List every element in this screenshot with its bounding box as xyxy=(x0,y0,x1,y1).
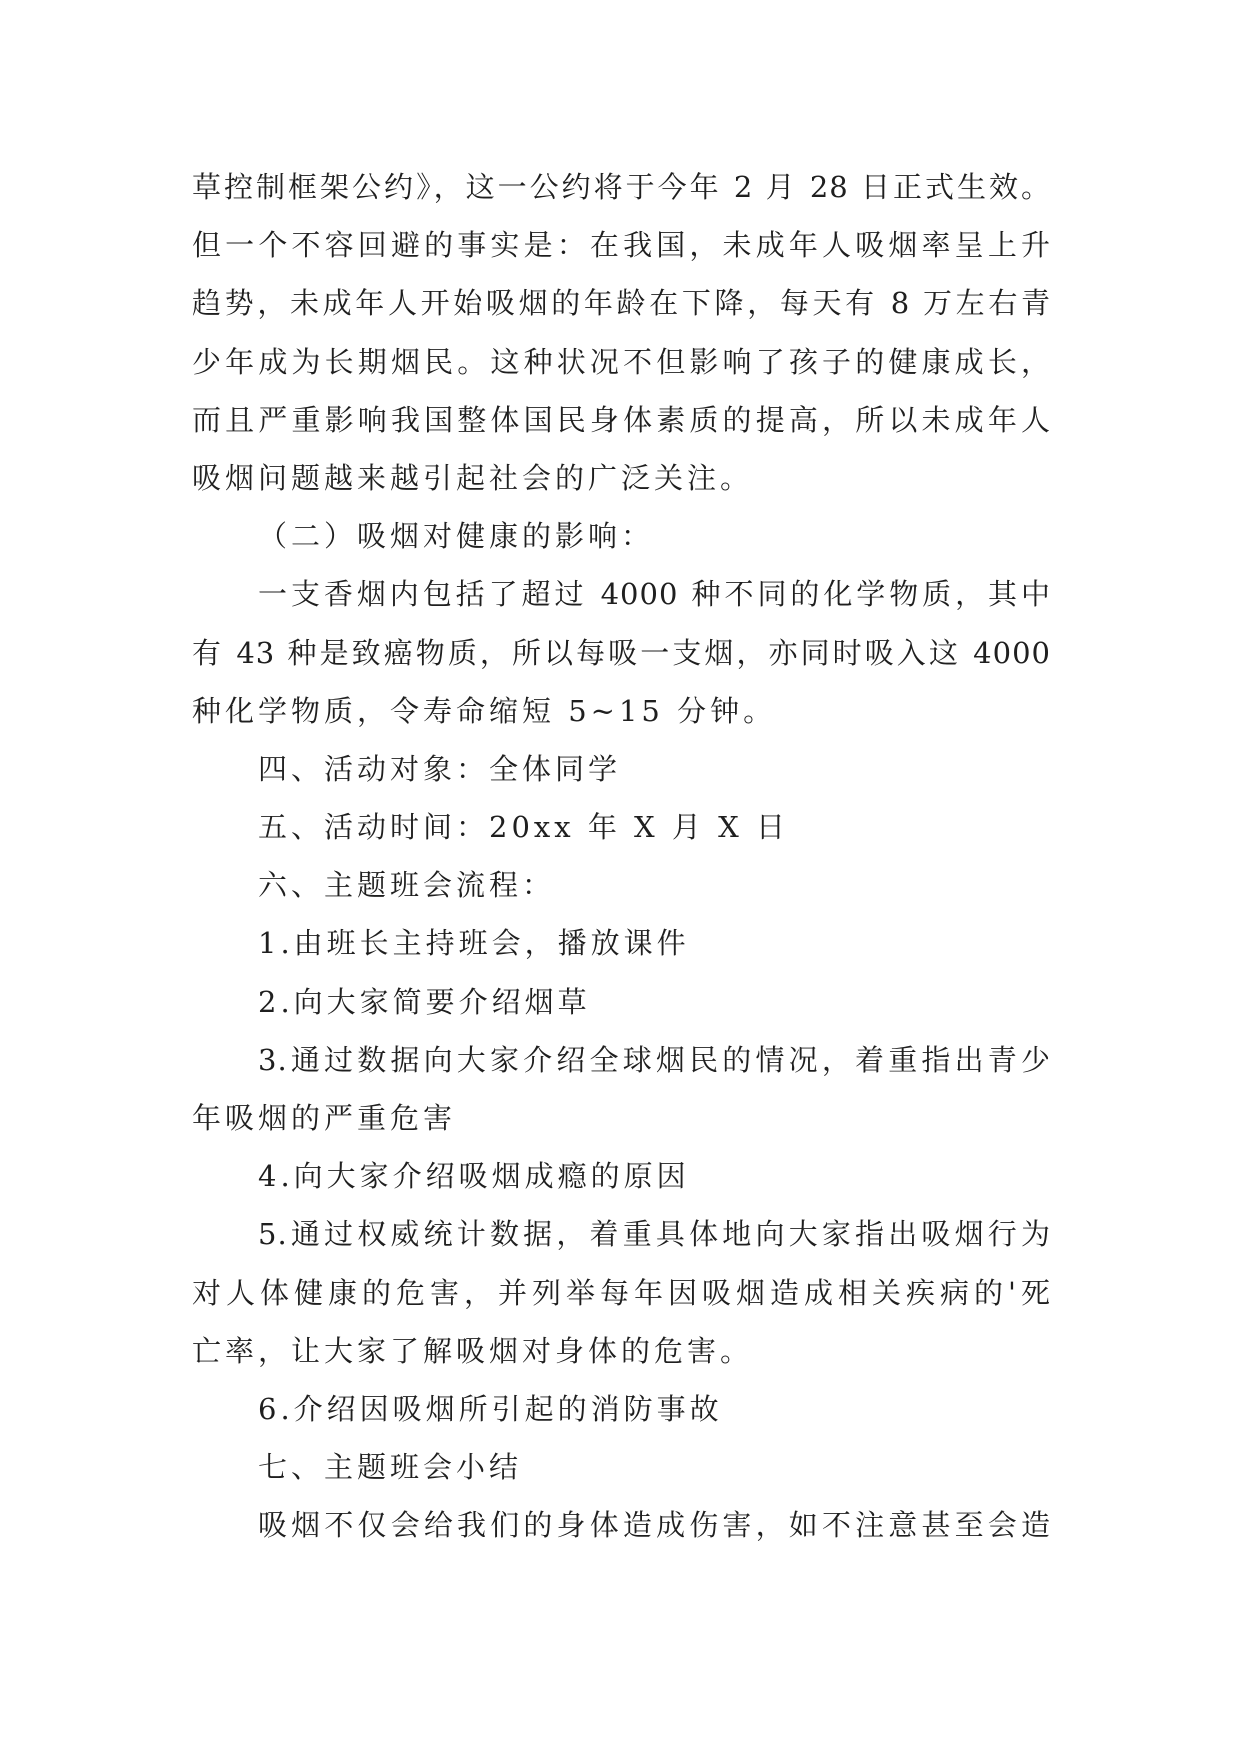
section-heading xyxy=(192,856,1051,914)
text-line: 吸烟不仅会给我们的身体造成伤害，如不注意甚至会造 xyxy=(258,1508,1051,1543)
text-line: 年吸烟的严重危害 xyxy=(192,1101,457,1135)
text-line: 而且严重影响我国整体国民身体素质的提高，所以未成年人 xyxy=(192,402,1051,437)
text-line: 有 43 种是致癌物质，所以每吸一支烟，亦同时吸入这 4000 xyxy=(192,635,1051,670)
list-item xyxy=(192,914,1051,972)
text-line: 对人体健康的危害，并列举每年因吸烟造成相关疾病的'死 xyxy=(192,1275,1051,1310)
heading-line: 六、主题班会流程： xyxy=(258,868,556,903)
text-line: 4.向大家介绍吸烟成瘾的原因 xyxy=(258,1159,690,1194)
section-heading xyxy=(192,1438,1051,1496)
list-item xyxy=(192,973,1051,1031)
text-line: 5.通过权威统计数据，着重具体地向大家指出吸烟行为 xyxy=(258,1217,1051,1252)
paragraph xyxy=(192,158,1051,507)
list-item xyxy=(192,1031,1051,1147)
paragraph xyxy=(192,565,1051,740)
list-item xyxy=(192,1380,1051,1438)
section-heading xyxy=(192,798,1051,856)
section-heading xyxy=(192,507,1051,565)
text-line: 趋势，未成年人开始吸烟的年龄在下降，每天有 8 万左右青 xyxy=(192,286,1051,321)
document-body xyxy=(192,158,1051,1555)
text-line: 3.通过数据向大家介绍全球烟民的情况，着重指出青少 xyxy=(258,1042,1051,1077)
list-item xyxy=(192,1147,1051,1205)
section-heading xyxy=(192,740,1051,798)
text-line: 6.介绍因吸烟所引起的消防事故 xyxy=(258,1391,723,1426)
text-line: 吸烟问题越来越引起社会的广泛关注。 xyxy=(192,460,754,495)
paragraph xyxy=(192,1496,1051,1554)
text-line: 亡率，让大家了解吸烟对身体的危害。 xyxy=(192,1333,754,1368)
heading-line: 四、活动对象：全体同学 xyxy=(258,751,622,786)
heading-line: （二）吸烟对健康的影响： xyxy=(258,519,655,554)
text-line: 一支香烟内包括了超过 4000 种不同的化学物质，其中 xyxy=(258,577,1051,612)
text-line: 少年成为长期烟民。这种状况不但影响了孩子的健康成长， xyxy=(192,344,1051,379)
text-line: 1.由班长主持班会，播放课件 xyxy=(258,926,690,961)
heading-line: 五、活动时间：20xx 年 X 月 X 日 xyxy=(258,810,789,845)
text-line: 2.向大家简要介绍烟草 xyxy=(258,984,591,1019)
heading-line: 七、主题班会小结 xyxy=(258,1450,523,1485)
text-line: 但一个不容回避的事实是：在我国，未成年人吸烟率呈上升 xyxy=(192,228,1051,263)
text-line: 草控制框架公约》，这一公约将于今年 2 月 28 日正式生效。 xyxy=(192,170,1051,204)
list-item xyxy=(192,1205,1051,1380)
text-line: 种化学物质，令寿命缩短 5~15 分钟。 xyxy=(192,693,777,728)
